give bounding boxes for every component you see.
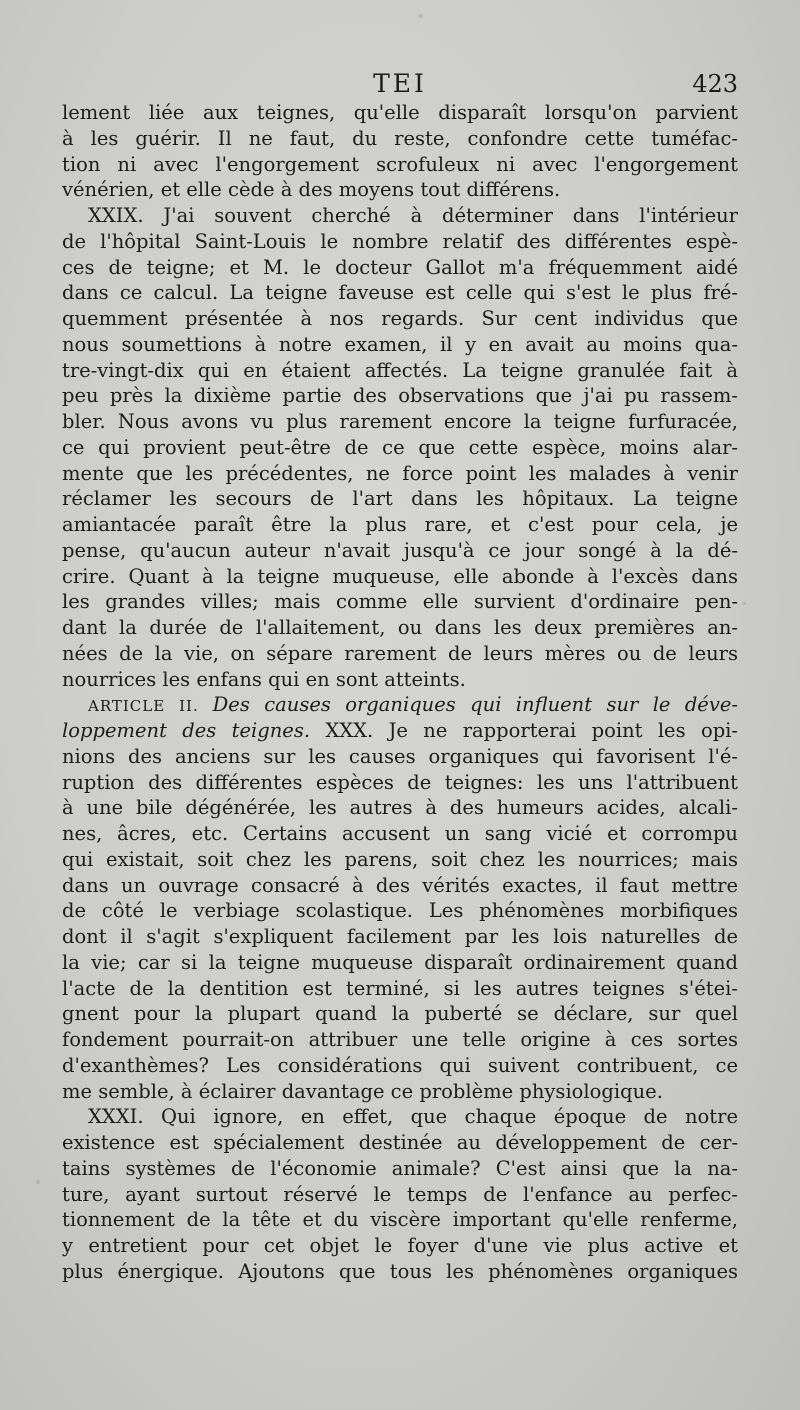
text-line [62,1233,738,1259]
text-line [62,718,738,744]
running-head: TEI [373,69,427,98]
page-header [62,66,738,102]
text-line [62,1027,738,1053]
text-run: les grandes villes; mais comme elle survient d'ordinaire pen- [62,590,738,614]
text-run: ruption des différentes espèces de teignes: les uns l'attribuent [62,770,738,794]
article-title: Des causes organiques qui influent sur le déve- [212,693,738,717]
text-line [62,177,738,203]
text-line [62,306,738,332]
text-run: mente que les précédentes, ne force point les malades à venir [62,461,738,485]
text-run: pense, qu'aucun auteur n'avait jusqu'à ce jour songé à la dé- [62,538,738,562]
text-line [62,641,738,667]
text-line [62,1130,738,1156]
text-run: nes, âcres, etc. Certains accusent un sang vicié et corrompu [62,822,738,845]
text-line [62,203,738,229]
text-run: de côté le verbiage scolastique. Les phénomènes morbifiques [62,899,738,923]
text-line [62,435,738,461]
text-line [62,615,738,641]
text-line [62,795,738,821]
text-run: dans un ouvrage consacré à des vérités exactes, il faut mettre [62,873,738,897]
article-title: loppement des teignes. [62,719,326,742]
text-run: amiantacée paraît être la plus rare, et c'est pour cela, je [62,513,738,536]
text-line [62,667,738,693]
page-number: 423 [692,70,738,98]
text-line [62,255,738,281]
text-line [62,332,738,358]
paper-stain [418,14,423,18]
text-run: existence est spécialement destinée au développement de cer- [62,1131,738,1154]
text-run: la vie; car si la teigne muqueuse disparaît ordinairement quand [62,950,738,974]
text-line [62,744,738,770]
text-line [62,383,738,409]
text-run: de l'hôpital Saint-Louis le nombre relatif des différentes espè- [62,229,738,253]
text-line [62,280,738,306]
text-line [62,924,738,950]
text-line [62,770,738,796]
text-run: nées de la vie, on sépare rarement de leurs mères ou de leurs [62,641,738,665]
text-run: dont il s'agit s'expliquent facilement par les lois naturelles de [62,925,738,948]
text-line [62,1156,738,1182]
text-line [62,126,738,152]
paper-stain [36,1180,40,1184]
text-line [62,873,738,899]
text-line [62,461,738,487]
text-run: ture, ayant surtout réservé le temps de l'enfance au perfec- [62,1182,738,1206]
text-run: ce qui provient peut-être de ce que cette espèce, moins alar- [62,435,738,459]
text-line [62,950,738,976]
text-run: tre-vingt-dix qui en étaient affectés. La teigne granulée fait à [62,358,738,382]
paper-stain [742,602,746,605]
text-run: réclamer les secours de l'art dans les hôpitaux. La teigne [62,487,738,511]
text-line [62,1053,738,1079]
text-line [62,229,738,255]
text-run: plus énergique. Ajoutons que tous les phénomènes organiques [62,1259,738,1283]
text-run: qui existait, soit chez les parens, soit chez les nourrices; mais [62,847,738,871]
text-run: dans ce calcul. La teigne faveuse est celle qui s'est le plus fré- [62,281,738,305]
text-run: l'acte de la dentition est terminé, si les autres teignes s'étei- [62,976,738,1000]
text-run: tains systèmes de l'économie animale? C'est ainsi que la na- [62,1156,738,1180]
body-text [62,100,738,1285]
text-run: ces de teigne; et M. le docteur Gallot m'a fréquemment aidé [62,255,738,279]
text-run: vénérien, et elle cède à des moyens tout différens. [62,178,561,202]
text-run: bler. Nous avons vu plus rarement encore la teigne furfuracée, [62,410,738,433]
text-run: nourrices les enfans qui en sont atteints. [62,667,466,691]
article-label: ARTICLE II. [88,697,213,716]
text-run: me semble, à éclairer davantage ce problème physiologique. [62,1079,663,1103]
text-run: XXX. Je ne rapporterai point les opi- [325,719,738,742]
text-line [62,564,738,590]
text-line [62,589,738,615]
text-line [62,1104,738,1130]
text-run: tion ni avec l'engorgement scrofuleux ni avec l'engorgement [62,152,738,176]
text-line [62,821,738,847]
text-run: XXXI. Qui ignore, en effet, que chaque époque de notre [88,1105,738,1129]
text-line [62,898,738,924]
text-line [62,976,738,1002]
text-run: quemment présentée à nos regards. Sur cent individus que [62,307,738,330]
text-run: y entretient pour cet objet le foyer d'une vie plus active et [62,1234,738,1257]
text-line [62,486,738,512]
text-run: nous soumettions à notre examen, il y en avait au moins qua- [62,332,738,356]
text-run: à une bile dégénérée, les autres à des humeurs acides, alcali- [62,796,738,820]
text-run: d'exanthèmes? Les considérations qui suivent contribuent, ce [62,1053,738,1077]
text-line [62,358,738,384]
text-line [62,1001,738,1027]
text-line [62,1207,738,1233]
text-run: XXIX. J'ai souvent cherché à déterminer dans l'intérieur [88,204,738,227]
text-run: crire. Quant à la teigne muqueuse, elle abonde à l'excès dans [62,564,738,588]
text-line [62,1182,738,1208]
text-line [62,409,738,435]
text-run: fondement pourrait-on attribuer une telle origine à ces sortes [62,1028,738,1051]
text-line [62,847,738,873]
text-line [62,512,738,538]
text-line [62,1079,738,1105]
text-line [62,152,738,178]
text-line [62,100,738,126]
text-run: dant la durée de l'allaitement, ou dans les deux premières an- [62,616,738,639]
text-line [62,538,738,564]
text-line [62,692,738,718]
text-run: tionnement de la tête et du viscère important qu'elle renferme, [62,1208,738,1232]
text-line [62,1259,738,1285]
text-run: lement liée aux teignes, qu'elle disparaît lorsqu'on parvient [62,101,738,124]
text-run: peu près la dixième partie des observations que j'ai pu rassem- [62,384,738,408]
text-run: gnent pour la plupart quand la puberté se déclare, sur quel [62,1002,738,1026]
text-run: à les guérir. Il ne faut, du reste, confondre cette tuméfac- [62,126,738,150]
text-run: nions des anciens sur les causes organiques qui favorisent l'é- [62,744,738,768]
